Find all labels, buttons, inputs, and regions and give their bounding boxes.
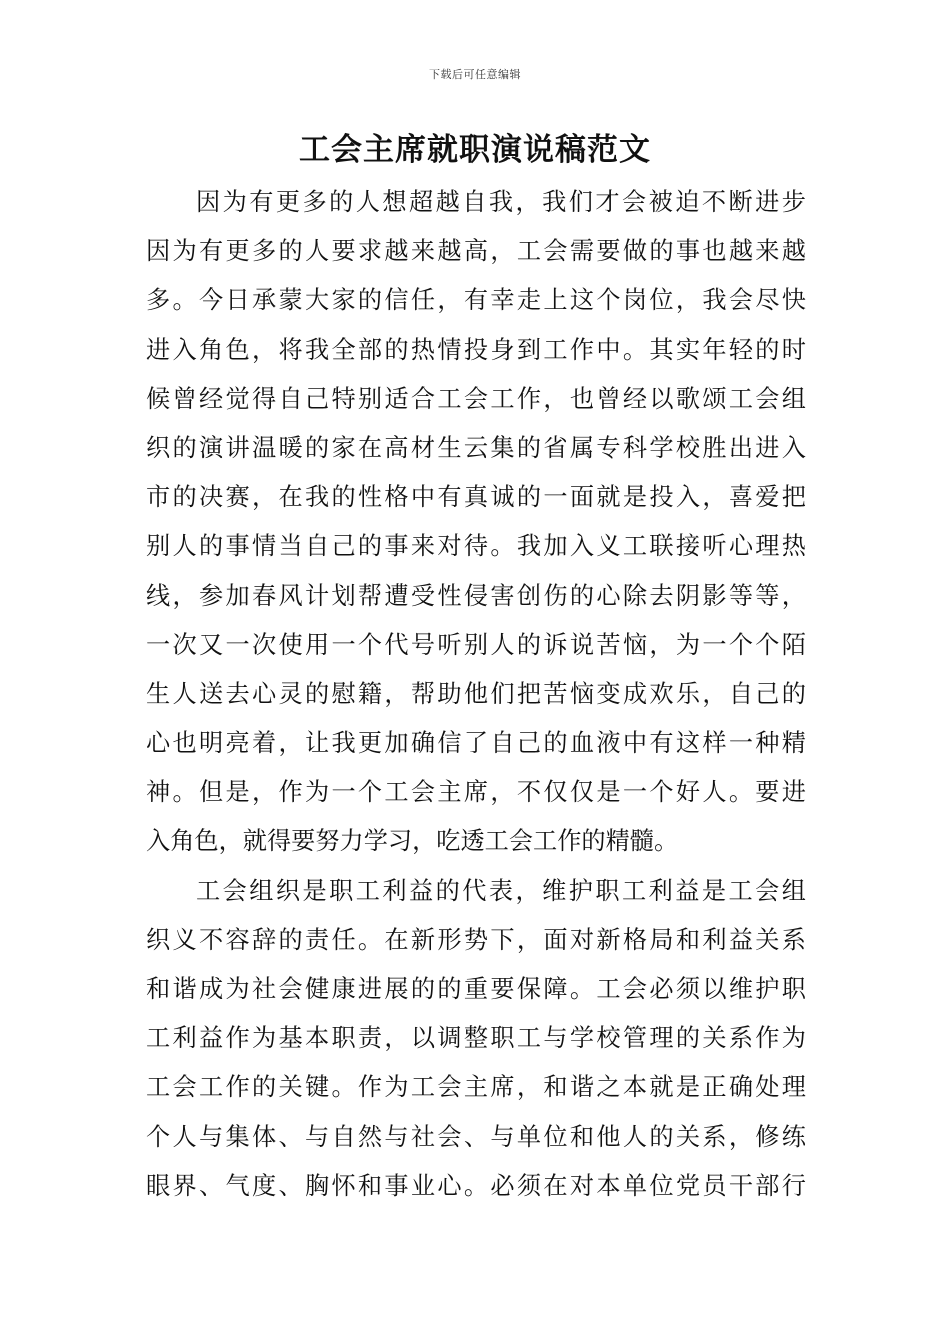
text-line: 候曾经觉得自己特别适合工会工作，也曾经以歌颂工会组 <box>146 384 806 413</box>
text-line: 入角色，就得要努力学习，吃透工会工作的精髓。 <box>146 827 679 856</box>
text-line: 工会组织是职工利益的代表，维护职工利益是工会组 <box>196 876 806 905</box>
text-line: 织义不容辞的责任。在新形势下，面对新格局和利益关系 <box>146 925 806 954</box>
text-line: 一次又一次使用一个代号听别人的诉说苦恼，为一个个陌 <box>146 630 806 659</box>
text-line: 心也明亮着，让我更加确信了自己的血液中有这样一种精 <box>146 729 806 758</box>
text-line: 工利益作为基本职责，以调整职工与学校管理的关系作为 <box>146 1024 806 1053</box>
text-line: 织的演讲温暖的家在高材生云集的省属专科学校胜出进入 <box>146 433 806 462</box>
document-body <box>146 178 806 1211</box>
text-line: 别人的事情当自己的事来对待。我加入义工联接听心理热 <box>146 532 806 561</box>
text-line: 和谐成为社会健康进展的的重要保障。工会必须以维护职 <box>146 975 806 1003</box>
text-line: 工会工作的关键。作为工会主席，和谐之本就是正确处理 <box>146 1073 806 1102</box>
paragraph-1 <box>146 178 806 867</box>
text-line: 因为有更多的人想超越自我，我们才会被迫不断进步 <box>196 188 806 216</box>
text-line: 眼界、气度、胸怀和事业心。必须在对本单位党员干部行 <box>146 1171 806 1200</box>
text-line: 进入角色，将我全部的热情投身到工作中。其实年轻的时 <box>146 335 806 364</box>
text-line: 因为有更多的人要求越来越高，工会需要做的事也越来越 <box>146 237 806 266</box>
text-line: 个人与集体、与自然与社会、与单位和他人的关系，修练 <box>146 1122 806 1151</box>
text-line: 市的决赛，在我的性格中有真诚的一面就是投入，喜爱把 <box>146 483 806 512</box>
text-line: 多。今日承蒙大家的信任，有幸走上这个岗位，我会尽快 <box>146 286 806 315</box>
text-line: 神。但是，作为一个工会主席，不仅仅是一个好人。要进 <box>146 778 806 807</box>
text-line: 生人送去心灵的慰籍，帮助他们把苦恼变成欢乐，自己的 <box>146 679 806 708</box>
paragraph-2 <box>146 867 806 1211</box>
page-header-note: 下载后可任意编辑 <box>429 68 521 81</box>
document-title: 工会主席就职演说稿范文 <box>299 132 651 168</box>
text-line: 线，参加春风计划帮遭受性侵害创伤的心除去阴影等等， <box>146 581 806 610</box>
